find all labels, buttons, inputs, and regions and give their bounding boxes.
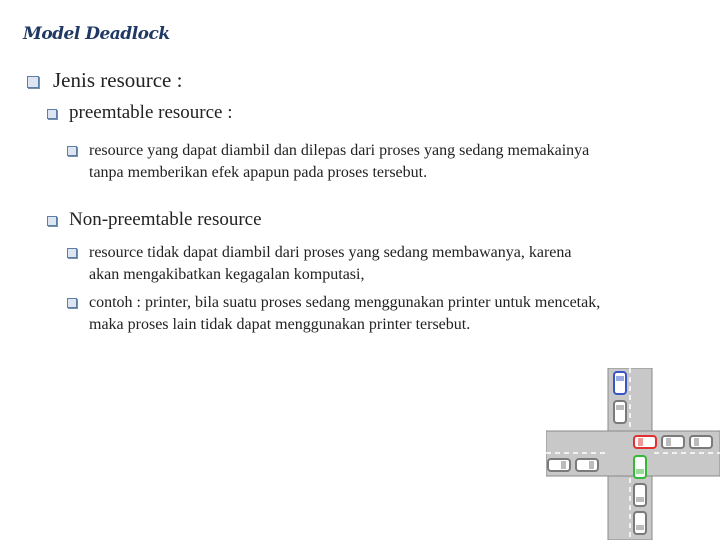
- bullet-text: Non-preemtable resource: [69, 209, 262, 230]
- bullet-text-line1: resource tidak dapat diambil dari proses yang sedang membawanya, karena: [89, 244, 572, 261]
- bullet-contoh: [67, 292, 600, 336]
- bullet-non-preemtable: [47, 209, 262, 231]
- car-icon: [690, 436, 712, 448]
- bullet-preemtable: [47, 102, 233, 124]
- bullet-text: Jenis resource :: [53, 68, 183, 92]
- red-car-icon: [634, 436, 656, 448]
- square-bullet-icon: [67, 298, 77, 308]
- bullet-text-line2: akan mengakibatkan kegagalan komputasi,: [89, 266, 365, 283]
- bullet-preemtable-desc: [67, 140, 589, 184]
- car-icon: [614, 401, 626, 423]
- car-icon: [662, 436, 684, 448]
- slide-title: Model Deadlock: [23, 24, 170, 44]
- bullet-non-preemtable-desc: [67, 242, 571, 286]
- square-bullet-icon: [27, 76, 39, 88]
- square-bullet-icon: [47, 109, 57, 119]
- car-icon: [634, 512, 646, 534]
- bullet-text-line1: contoh : printer, bila suatu proses sedang menggunakan printer untuk mencetak,: [89, 294, 601, 311]
- car-icon: [576, 459, 598, 471]
- square-bullet-icon: [67, 146, 77, 156]
- green-car-icon: [634, 456, 646, 478]
- square-bullet-icon: [47, 216, 57, 226]
- bullet-text-line2: maka proses lain tidak dapat menggunakan printer tersebut.: [89, 316, 471, 333]
- intersection-deadlock-illustration: [546, 368, 720, 540]
- blue-car-icon: [614, 372, 626, 394]
- bullet-text: preemtable resource :: [69, 102, 233, 123]
- car-icon: [548, 459, 570, 471]
- square-bullet-icon: [67, 248, 77, 258]
- bullet-jenis-resource: [27, 68, 182, 93]
- bullet-text-line1: resource yang dapat diambil dan dilepas dari proses yang sedang memakainya: [89, 142, 590, 159]
- car-icon: [634, 484, 646, 506]
- bullet-text-line2: tanpa memberikan efek apapun pada proses tersebut.: [89, 164, 428, 181]
